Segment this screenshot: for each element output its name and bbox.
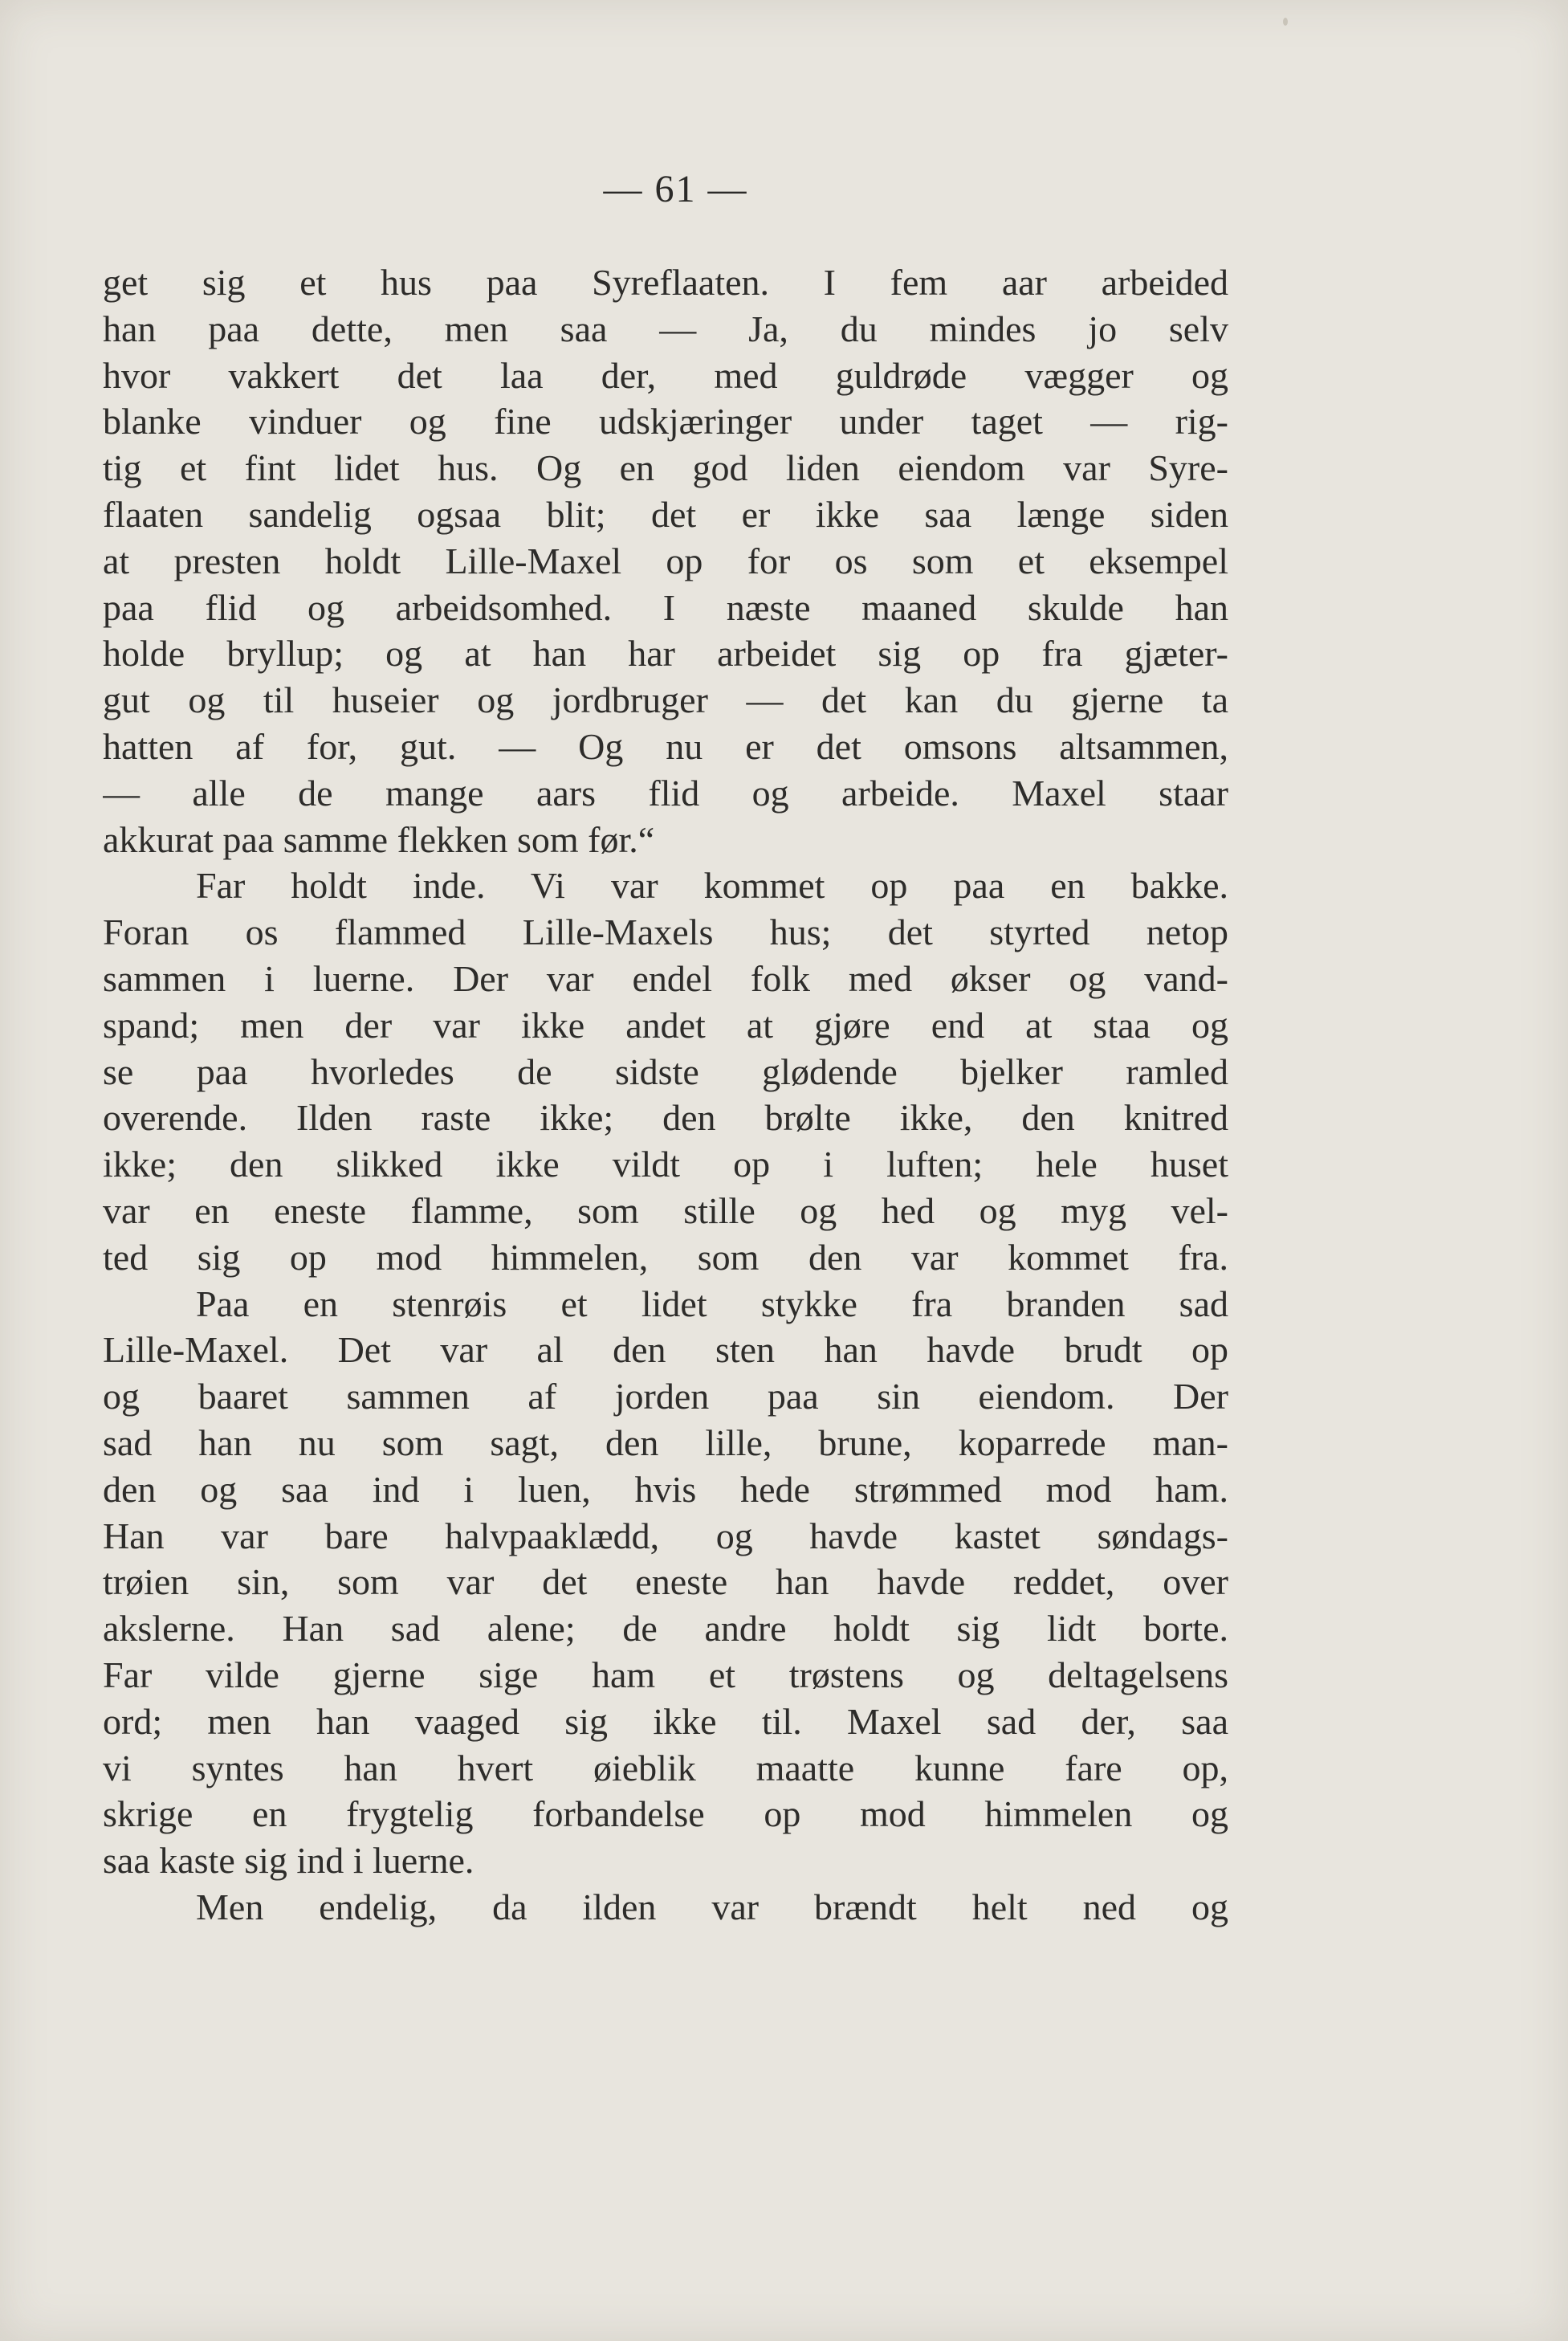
text-line: Men endelig, da ilden var brændt helt ned og (196, 1886, 1228, 1927)
text-line: trøien sin, som var det eneste han havde reddet, over (103, 1561, 1228, 1603)
text-line: paa flid og arbeidsomhed. I næste maaned skulde han (103, 586, 1228, 628)
text-line: skrige en frygtelig forbandelse op mod himmelen og (103, 1793, 1228, 1835)
text-line: get sig et hus paa Syreflaaten. I fem aar arbeided (103, 262, 1228, 303)
text-line: akkurat paa samme flekken som før.“ (103, 818, 655, 860)
text-line: blanke vinduer og fine udskjæringer under taget — rig- (103, 401, 1228, 443)
text-line: akslerne. Han sad alene; de andre holdt sig lidt borte. (103, 1608, 1228, 1650)
text-line: ord; men han vaaged sig ikke til. Maxel sad der, saa (103, 1700, 1228, 1742)
text-line: gut og til huseier og jordbruger — det kan du gjerne ta (103, 679, 1228, 721)
text-line: og baaret sammen af jorden paa sin eiendom. Der (103, 1376, 1228, 1417)
body-text (103, 259, 1228, 1931)
text-line: tig et fint lidet hus. Og en god liden eiendom var Syre- (103, 447, 1228, 489)
page-number: — 61 — (603, 168, 748, 210)
text-line: var en eneste flamme, som stille og hed og myg vel- (103, 1189, 1228, 1231)
text-line: den og saa ind i luen, hvis hede strømmed mod ham. (103, 1468, 1228, 1510)
text-line: Far vilde gjerne sige ham et trøstens og deltagelsens (103, 1654, 1228, 1695)
text-line: sammen i luerne. Der var endel folk med økser og vand- (103, 957, 1228, 999)
text-line: han paa dette, men saa — Ja, du mindes jo selv (103, 308, 1228, 349)
text-line: se paa hvorledes de sidste glødende bjelker ramled (103, 1050, 1228, 1092)
text-line: hatten af for, gut. — Og nu er det omsons altsammen, (103, 725, 1228, 767)
text-line: spand; men der var ikke andet at gjøre end at staa og (103, 1004, 1228, 1046)
text-line: Far holdt inde. Vi var kommet op paa en bakke. (196, 865, 1228, 907)
text-line: Paa en stenrøis et lidet stykke fra branden sad (196, 1283, 1228, 1324)
text-line: flaaten sandelig ogsaa blit; det er ikke saa længe siden (103, 493, 1228, 535)
text-line: ikke; den slikked ikke vildt op i luften; hele huset (103, 1144, 1228, 1185)
text-line: at presten holdt Lille-Maxel op for os som et eksempel (103, 540, 1228, 581)
text-line: — alle de mange aars flid og arbeide. Maxel staar (103, 772, 1228, 814)
text-line: overende. Ilden raste ikke; den brølte ikke, den knitred (103, 1097, 1228, 1139)
text-line: Lille-Maxel. Det var al den sten han havde brudt op (103, 1329, 1228, 1371)
text-line: Foran os flammed Lille-Maxels hus; det styrted netop (103, 912, 1228, 953)
text-line: ted sig op mod himmelen, som den var kommet fra. (103, 1236, 1228, 1278)
text-line: vi syntes han hvert øieblik maatte kunne fare op, (103, 1747, 1228, 1788)
text-line: saa kaste sig ind i luerne. (103, 1840, 474, 1882)
text-line: holde bryllup; og at han har arbeidet sig op fra gjæter- (103, 633, 1228, 675)
text-line: hvor vakkert det laa der, med guldrøde vægger og (103, 354, 1228, 396)
paper-speck (1283, 18, 1288, 26)
text-line: sad han nu som sagt, den lille, brune, koparrede man- (103, 1421, 1228, 1463)
text-line: Han var bare halvpaaklædd, og havde kastet søndags- (103, 1515, 1228, 1556)
